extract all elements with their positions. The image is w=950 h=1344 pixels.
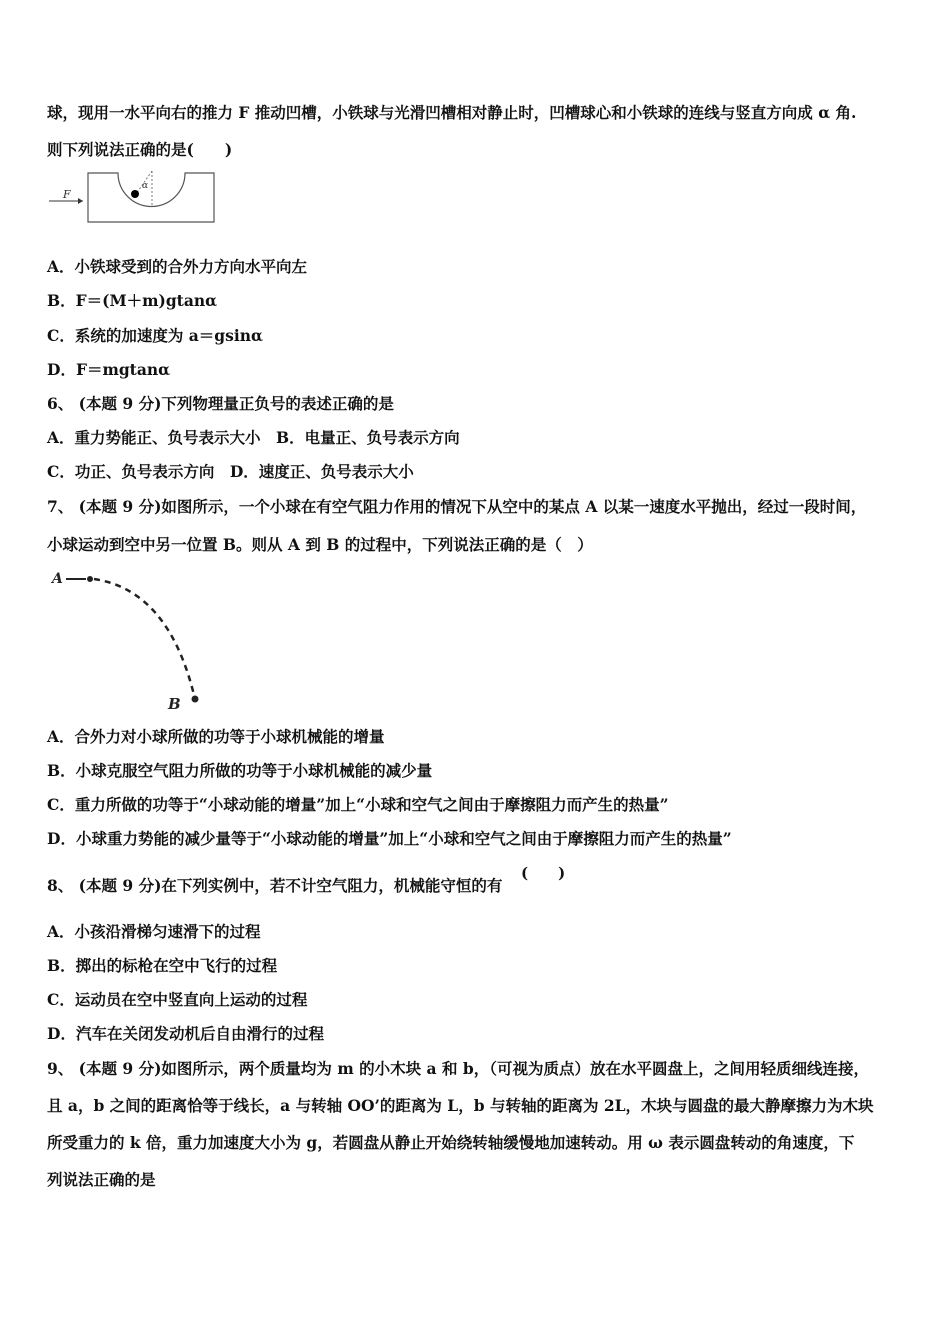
line-10: 小球运动到空中另一位置 B。则从 A 到 B 的过程中，下列说法正确的是（ ） <box>47 535 593 554</box>
line-5: D．F＝mgtanα <box>47 360 171 379</box>
force-label: F <box>63 188 71 201</box>
line-11: A．合外力对小球所做的功等于小球机械能的增量 <box>47 727 385 746</box>
line-1: 则下列说法正确的是( ) <box>47 140 233 159</box>
iron-ball <box>131 190 139 198</box>
line-20: 9、 (本题 9 分)如图所示，两个质量均为 m 的小木块 a 和 b，（可视为质点）放在水平圆盘上，之间用轻质细线连接， <box>47 1059 869 1078</box>
point-b-label: B <box>168 695 181 713</box>
line-21: 且 a，b 之间的距离恰等于线长，a 与转轴 OO’的距离为 L，b 与转轴的距离为 2L，木块与圆盘的最大静摩擦力为木块 <box>47 1096 874 1115</box>
trajectory-figure <box>48 565 208 715</box>
line-2: A．小铁球受到的合外力方向水平向左 <box>47 257 308 276</box>
line-22: 所受重力的 k 倍，重力加速度大小为 g，若圆盘从静止开始绕转轴缓慢地加速转动。用 ω 表示圆盘转动的角速度，下 <box>47 1133 855 1152</box>
line-23: 列说法正确的是 <box>47 1170 156 1189</box>
line-0: 球，现用一水平向右的推力 F 推动凹槽，小铁球与光滑凹槽相对静止时，凹槽球心和小铁球的连线与竖直方向成 α 角. <box>47 103 857 122</box>
angle-label: α <box>142 181 149 191</box>
point-b <box>192 696 199 703</box>
line-9: 7、 (本题 9 分)如图所示，一个小球在有空气阻力作用的情况下从空中的某点 A 以某一速度水平抛出，经过一段时间， <box>47 497 867 516</box>
line-19: D．汽车在关闭发动机后自由滑行的过程 <box>47 1024 324 1043</box>
line-16: A．小孩沿滑梯匀速滑下的过程 <box>47 922 261 941</box>
line-3: B．F＝(M＋m)gtanα <box>47 291 218 310</box>
line-6: 6、 (本题 9 分)下列物理量正负号的表述正确的是 <box>47 394 394 413</box>
line-8: C．功正、负号表示方向 D．速度正、负号表示大小 <box>47 462 414 481</box>
line-15: 8、 (本题 9 分)在下列实例中，若不计空气阻力，机械能守恒的有 <box>47 876 503 895</box>
line-7: A．重力势能正、负号表示大小 B．电量正、负号表示方向 <box>47 428 460 447</box>
line-18: C．运动员在空中竖直向上运动的过程 <box>47 990 308 1009</box>
line-17: B．掷出的标枪在空中飞行的过程 <box>47 956 278 975</box>
line-13: C．重力所做的功等于“小球动能的增量”加上“小球和空气之间由于摩擦阻力而产生的热量” <box>47 795 669 814</box>
point-a-label: A <box>52 571 63 587</box>
q8-answer-paren: ( ) <box>521 864 566 882</box>
line-12: B．小球克服空气阻力所做的功等于小球机械能的减少量 <box>47 761 433 780</box>
groove-figure <box>45 168 220 228</box>
line-4: C．系统的加速度为 a＝gsinα <box>47 326 263 345</box>
line-14: D．小球重力势能的减少量等于“小球动能的增量”加上“小球和空气之间由于摩擦阻力而产生的热量” <box>47 829 732 848</box>
